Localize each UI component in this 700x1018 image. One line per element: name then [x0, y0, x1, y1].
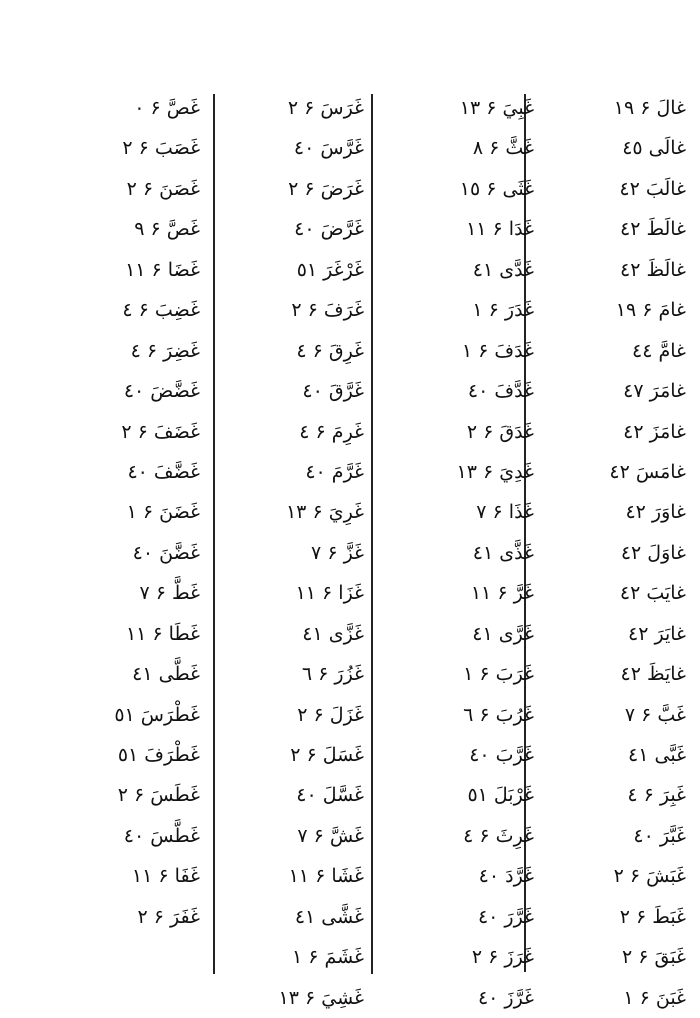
entry: غايَرَ ٤٢: [628, 622, 686, 645]
entry: غَدِيَ ۶ ١٣: [456, 460, 534, 483]
entry: غامَّ ٤٤: [632, 339, 686, 362]
entry: غَرَّ ۶ ١١: [470, 582, 534, 605]
entry: غَزَلَ ۶ ٢: [297, 703, 364, 726]
entry: غَضَّنَ ٤٠: [132, 541, 200, 564]
entry: غَضِرَ ۶ ٤: [130, 339, 200, 362]
entry: غَرْبَلَ ٥١: [467, 784, 534, 807]
entry: غَزَّى ٤١: [302, 622, 364, 645]
entry: غَفَرَ ۶ ٢: [137, 905, 200, 928]
column-2: [430, 88, 534, 1018]
entry: غَرِمَ ۶ ٤: [299, 420, 364, 443]
entry: غَدَرَ ۶ ١: [472, 299, 534, 322]
entry: غَبَنَ ۶ ١: [623, 986, 686, 1009]
entry: غَبَشَ ۶ ٢: [613, 865, 686, 888]
entry: غَصَّ ۶ ٩: [134, 218, 200, 241]
entry: غَطْرَفَ ٥١: [117, 744, 200, 766]
entry: غالَبَ ٤٢: [619, 177, 686, 200]
entry: غَرَّبَ ٤٠: [469, 744, 534, 766]
entry: غَسَلَ ۶ ٢: [290, 744, 364, 766]
entry: غَضَفَ ۶ ٢: [121, 420, 200, 443]
entry: غَرَّسَ ٤٠: [293, 137, 364, 160]
entry: غَبِرَ ۶ ٤: [627, 784, 686, 807]
entry: غَدَّى ٤١: [472, 258, 534, 281]
entry: غَرَبَ ۶ ١: [463, 663, 534, 686]
entry: غَرَّزَ ٤٠: [477, 986, 534, 1009]
entry: غَشَا ۶ ١١: [288, 865, 364, 888]
entry: غَشِيَ ۶ ١٣: [278, 986, 364, 1009]
entry: غَرِثَ ۶ ٤: [463, 824, 534, 847]
entry: غَدَقَ ۶ ٢: [466, 420, 534, 443]
entry: غَبَّرَ ٤٠: [633, 824, 686, 847]
entry: غَفَا ۶ ١١: [131, 865, 200, 888]
entry: غامَسَ ٤٢: [609, 460, 686, 483]
entry: غامَ ۶ ١٩: [615, 299, 686, 322]
entry: غَشَّ ۶ ٧: [297, 824, 364, 847]
entry: غَشَّى ٤١: [294, 905, 364, 928]
entry: غَطَّ ۶ ٧: [139, 582, 200, 605]
entry: غَرَّقَ ٤٠: [302, 380, 364, 403]
entry: غَضِبَ ۶ ٤: [122, 299, 200, 322]
entry: غَطْرَسَ ٥١: [114, 703, 200, 726]
column-4: [110, 88, 200, 937]
entry: غَبِيَ ۶ ١٣: [459, 97, 534, 119]
entry: غَصَنَ ۶ ٢: [126, 177, 200, 200]
entry: غَطَّى ٤١: [132, 663, 200, 686]
entry: غَثَّ ۶ ٨: [472, 137, 534, 160]
entry: غالَ ۶ ١٩: [613, 97, 686, 119]
entry: غَطَّسَ ٤٠: [123, 824, 200, 847]
entry: غَدَّفَ ٤٠: [467, 380, 534, 403]
entry: غَرِيَ ۶ ١٣: [285, 501, 364, 524]
entry: غَذَّى ٤١: [472, 541, 534, 564]
column-divider: [213, 94, 215, 974]
entry: غَرَزَ ۶ ٢: [471, 946, 534, 969]
entry: غَرَّمَ ٤٠: [305, 460, 364, 483]
entry: غَطَا ۶ ١١: [125, 622, 200, 645]
entry: غَرَّرَ ٤٠: [477, 905, 534, 928]
entry: غَصَبَ ۶ ٢: [122, 137, 200, 160]
column-3: [278, 88, 364, 1018]
entry: غاوَرَ ٤٢: [625, 501, 686, 524]
entry: غالَطَ ٤٢: [619, 218, 686, 241]
entry: غَسَّلَ ٤٠: [296, 784, 364, 807]
entry: غَثَى ۶ ١٥: [459, 177, 534, 200]
entry: غَرَفَ ۶ ٢: [291, 299, 364, 322]
entry: غَرَّضَ ٤٠: [294, 218, 364, 241]
entry: غَزَا ۶ ١١: [295, 582, 364, 605]
entry: غَشَمَ ۶ ١: [291, 946, 364, 969]
entry: غَبَّى ٤١: [628, 744, 686, 766]
entry: غَطَسَ ۶ ٢: [117, 784, 200, 807]
entry: غَضَّضَ ٤٠: [123, 380, 200, 403]
entry: غَرَضَ ۶ ٢: [288, 177, 364, 200]
entry: غَزَّ ۶ ٧: [311, 541, 364, 564]
entry: غايَبَ ٤٢: [619, 582, 686, 605]
column-divider: [371, 94, 373, 974]
entry: غَضَا ۶ ١١: [125, 258, 200, 281]
entry: غَرَّدَ ٤٠: [478, 865, 534, 888]
entry: غَرَّى ٤١: [472, 622, 534, 645]
entry: غَدَفَ ۶ ١: [461, 339, 534, 362]
entry: غَرُبَ ۶ ٦: [463, 703, 534, 726]
entry: غَصَّ ۶ ٠: [134, 97, 200, 119]
entry: غَضَنَ ۶ ١: [126, 501, 200, 524]
column-1: [594, 88, 686, 1018]
entry: غَدَا ۶ ١١: [466, 218, 534, 241]
entry: غَبَقَ ۶ ٢: [621, 946, 686, 969]
entry: غايَظَ ٤٢: [620, 663, 686, 686]
entry: غامَزَ ٤٢: [623, 420, 686, 443]
entry: غالَظَ ٤٢: [619, 258, 686, 281]
entry: غاوَلَ ٤٢: [620, 541, 686, 564]
entry: غَبَّ ۶ ٧: [624, 703, 686, 726]
entry: غَبَطَ ۶ ٢: [619, 905, 686, 928]
entry: غَزُرَ ۶ ٦: [301, 663, 364, 686]
entry: غامَرَ ٤٧: [623, 380, 686, 403]
entry: غَذَا ۶ ٧: [476, 501, 534, 524]
entry: غالَى ٤٥: [622, 137, 686, 160]
entry: غَرَسَ ۶ ٢: [287, 97, 364, 119]
entry: غَرِقَ ۶ ٤: [296, 339, 364, 362]
entry: غَرْغَرَ ٥١: [296, 258, 364, 281]
entry: غَضَّفَ ٤٠: [127, 460, 200, 483]
